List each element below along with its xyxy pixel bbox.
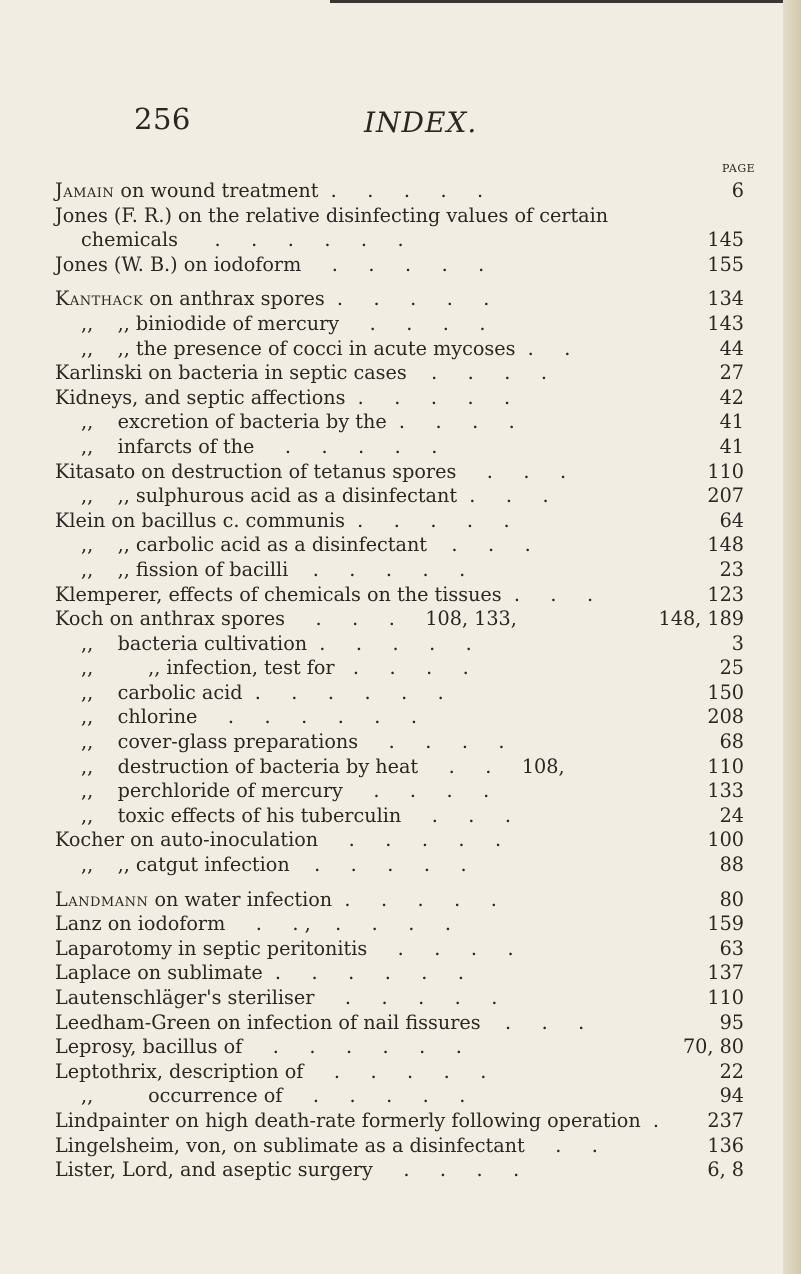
- entry-body: on anthrax spores . . . . .: [143, 287, 490, 311]
- entry-page-ref: 6, 8: [707, 1158, 744, 1182]
- entry-lead-name: Kanthack: [55, 287, 144, 311]
- entry-page-ref: 155: [707, 252, 744, 276]
- entry-page-ref: 237: [707, 1108, 744, 1132]
- entry-page-ref: 123: [707, 582, 744, 606]
- index-entry: [0, 1011, 801, 1036]
- entry-page-ref: 208: [707, 705, 744, 729]
- page-column-label: PAGE: [722, 162, 756, 175]
- entry-body: ,, bacteria cultivation . . . . .: [81, 631, 472, 655]
- entry-body: Lautenschläger's steriliser . . . . .: [55, 986, 498, 1009]
- entry-page-ref: 110: [707, 459, 744, 483]
- entry-body: Koch on anthrax spores . . . 108, 133,: [55, 607, 517, 631]
- index-entry: [0, 583, 801, 608]
- entry-text: [55, 1109, 659, 1134]
- entry-page-ref: 134: [707, 287, 744, 311]
- index-entries: [0, 179, 801, 1183]
- entry-page-ref: 94: [719, 1084, 744, 1108]
- entry-text: [55, 253, 484, 278]
- entry-text: [81, 435, 437, 460]
- entry-body: Jones (F. R.) on the relative disinfecting values of certain: [55, 203, 609, 227]
- entry-page-ref: 44: [719, 336, 744, 360]
- entry-page-ref: 23: [719, 557, 744, 581]
- entry-text: [81, 484, 549, 509]
- index-entry: [0, 912, 801, 937]
- index-entry: [0, 410, 801, 435]
- entry-page-ref: 22: [719, 1059, 744, 1083]
- entry-body: ,, perchloride of mercury . . . .: [81, 779, 490, 803]
- entry-body: Lindpainter on high death-rate formerly following operation .: [55, 1108, 659, 1132]
- entry-page-ref: 6: [731, 179, 744, 202]
- entry-body: Lanz on iodoform . . , . . . .: [55, 912, 451, 936]
- entry-body: on water infection . . . . .: [148, 887, 497, 911]
- entry-body: ,, ,, biniodide of mercury . . . .: [81, 311, 486, 335]
- index-entry: [0, 986, 801, 1011]
- entry-body: ,, infarcts of the . . . . .: [81, 434, 438, 458]
- entry-page-ref: 100: [707, 828, 744, 852]
- entry-text: [55, 986, 497, 1011]
- entry-text: [55, 1134, 598, 1159]
- index-entry: [0, 804, 801, 829]
- entry-body: Jones (W. B.) on iodoform . . . . .: [55, 252, 485, 276]
- entry-text: [55, 287, 489, 312]
- entry-text: [55, 1060, 486, 1085]
- index-entry: [0, 1035, 801, 1060]
- entry-page-ref: 25: [719, 656, 744, 680]
- entry-body: ,, ,, the presence of cocci in acute mycoses . .: [81, 336, 571, 360]
- index-entry: [0, 312, 801, 337]
- entry-page-ref: 150: [707, 680, 744, 704]
- entry-text: [55, 828, 501, 853]
- index-entry: [0, 337, 801, 362]
- entry-text: [55, 361, 547, 386]
- index-entry: [0, 755, 801, 780]
- entry-text: [81, 1084, 465, 1109]
- entry-body: chemicals . . . . . .: [81, 228, 404, 252]
- entry-text: [55, 937, 514, 962]
- entry-lead-name: Landmann: [55, 887, 149, 911]
- entry-page-ref: 3: [731, 631, 744, 655]
- entry-page-ref: 145: [707, 228, 744, 252]
- entry-text: [55, 888, 497, 913]
- entry-page-ref: 110: [707, 986, 744, 1009]
- entry-body: ,, ,, carbolic acid as a disinfectant . . .: [81, 533, 531, 557]
- entry-body: ,, ,, infection, test for . . . .: [81, 656, 469, 680]
- entry-text: [55, 509, 510, 534]
- index-entry: [0, 204, 801, 229]
- page-number: 256: [134, 102, 191, 136]
- index-entry: [0, 435, 801, 460]
- index-entry: [0, 460, 801, 485]
- entry-body: ,, cover-glass preparations . . . .: [81, 730, 505, 754]
- entry-text: [55, 607, 517, 632]
- entry-text: [55, 1035, 462, 1060]
- index-entry: [0, 1158, 801, 1183]
- index-entry: [0, 681, 801, 706]
- entry-page-ref: 88: [719, 853, 744, 877]
- entry-text: [81, 705, 417, 730]
- entry-body: Leptothrix, description of . . . . .: [55, 1059, 487, 1083]
- entry-text: [81, 632, 472, 657]
- index-entry: [0, 287, 801, 312]
- entry-body: ,, ,, catgut infection . . . . .: [81, 853, 467, 877]
- entry-text: [81, 410, 515, 435]
- entry-page-ref: 24: [719, 803, 744, 827]
- index-entry: [0, 853, 801, 878]
- entry-body: ,, ,, sulphurous acid as a disinfectant . . .: [81, 484, 549, 508]
- entry-page-ref: 41: [719, 434, 744, 458]
- entry-text: [55, 912, 451, 937]
- index-entry: [0, 779, 801, 804]
- entry-text: [81, 779, 489, 804]
- entry-body: ,, chlorine . . . . . .: [81, 705, 417, 729]
- entry-body: Klemperer, effects of chemicals on the tissues . . .: [55, 582, 594, 606]
- index-entry: [0, 828, 801, 853]
- entry-page-ref: 95: [719, 1010, 744, 1034]
- entry-text: [55, 179, 483, 204]
- entry-page-ref: 63: [719, 936, 744, 960]
- entry-body: on wound treatment . . . . .: [114, 179, 484, 202]
- entry-body: Lister, Lord, and aseptic surgery . . . .: [55, 1158, 520, 1182]
- index-entry: [0, 937, 801, 962]
- page-edge-line: [330, 0, 801, 3]
- entry-body: Leedham-Green on infection of nail fissures . . .: [55, 1010, 585, 1034]
- running-title: INDEX.: [364, 106, 478, 139]
- entry-body: ,, ,, fission of bacilli . . . . .: [81, 557, 466, 581]
- entry-text: [81, 337, 570, 362]
- entry-page-ref: 136: [707, 1133, 744, 1157]
- entry-page-ref: 137: [707, 961, 744, 985]
- entry-text: [81, 681, 444, 706]
- entry-page-ref: 41: [719, 410, 744, 434]
- index-entry: [0, 228, 801, 253]
- entry-page-ref: 68: [719, 730, 744, 754]
- entry-page-ref: 110: [707, 754, 744, 778]
- index-entry: [0, 361, 801, 386]
- index-entry: [0, 484, 801, 509]
- index-entry: [0, 386, 801, 411]
- entry-page-ref: 80: [719, 887, 744, 911]
- index-entry: [0, 632, 801, 657]
- entry-page-ref: 27: [719, 361, 744, 385]
- index-entry: [0, 1134, 801, 1159]
- page-header: [0, 90, 801, 140]
- entry-body: Kitasato on destruction of tetanus spores . . .: [55, 459, 567, 483]
- index-entry: [0, 509, 801, 534]
- index-entry: [0, 705, 801, 730]
- index-entry: [0, 656, 801, 681]
- entry-page-ref: 143: [707, 311, 744, 335]
- entry-body: ,, toxic effects of his tuberculin . . .: [81, 803, 511, 827]
- entry-page-ref: 70, 80: [682, 1035, 744, 1059]
- entry-page-ref: 42: [719, 385, 744, 409]
- index-entry: [0, 558, 801, 583]
- index-entry: [0, 179, 801, 204]
- index-entry: [0, 1084, 801, 1109]
- entry-body: Laparotomy in septic peritonitis . . . .: [55, 936, 514, 960]
- entry-body: Kidneys, and septic affections . . . . .: [55, 385, 511, 409]
- entry-text: [55, 204, 608, 229]
- entry-text: [81, 730, 505, 755]
- entry-page-ref: 207: [707, 484, 744, 508]
- entry-text: [81, 228, 404, 253]
- entry-body: ,, destruction of bacteria by heat . . 108,: [81, 754, 565, 778]
- entry-text: [55, 961, 464, 986]
- index-entry: [0, 253, 801, 278]
- index-entry: [0, 961, 801, 986]
- entry-text: [81, 656, 469, 681]
- index-entry: [0, 533, 801, 558]
- entry-text: [81, 312, 485, 337]
- entry-body: Karlinski on bacteria in septic cases . . . .: [55, 361, 547, 385]
- entry-page-ref: 159: [707, 912, 744, 936]
- entry-text: [55, 1011, 584, 1036]
- entry-body: Lingelsheim, von, on sublimate as a disinfectant . .: [55, 1133, 598, 1157]
- entry-text: [55, 583, 593, 608]
- entry-text: [81, 853, 467, 878]
- entry-text: [81, 533, 531, 558]
- entry-body: ,, occurrence of . . . . .: [81, 1084, 466, 1108]
- entry-text: [81, 755, 565, 780]
- entry-text: [55, 460, 566, 485]
- entry-page-ref: 148: [707, 533, 744, 557]
- index-entry: [0, 1060, 801, 1085]
- entry-text: [55, 1158, 519, 1183]
- entry-body: Leprosy, bacillus of . . . . . .: [55, 1035, 462, 1059]
- entry-body: Kocher on auto-inoculation . . . . .: [55, 828, 502, 852]
- index-entry: [0, 888, 801, 913]
- entry-body: ,, carbolic acid . . . . . .: [81, 680, 444, 704]
- entry-page-ref: 64: [719, 508, 744, 532]
- entry-text: [55, 386, 510, 411]
- entry-text: [81, 558, 465, 583]
- index-entry: [0, 1109, 801, 1134]
- entry-page-ref: 133: [707, 779, 744, 803]
- entry-body: ,, excretion of bacteria by the . . . .: [81, 410, 515, 434]
- entry-body: Klein on bacillus c. communis . . . . .: [55, 508, 510, 532]
- entry-lead-name: Jamain: [55, 179, 115, 202]
- entry-text: [81, 804, 511, 829]
- entry-body: Laplace on sublimate . . . . . .: [55, 961, 464, 985]
- index-entry: [0, 730, 801, 755]
- entry-page-ref: 148, 189: [658, 607, 744, 631]
- index-entry: [0, 607, 801, 632]
